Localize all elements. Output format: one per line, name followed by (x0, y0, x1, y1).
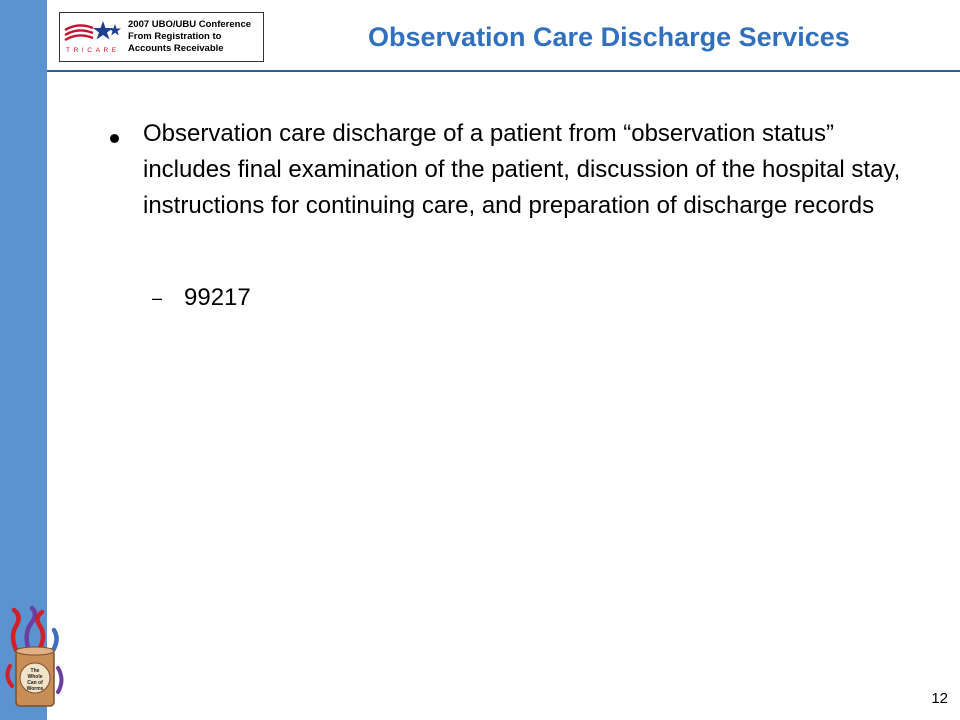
conference-line: 2007 UBO/UBU Conference (128, 19, 252, 30)
svg-text:Worms: Worms (26, 686, 44, 692)
sub-bullet-code: 99217 (184, 284, 251, 311)
svg-text:Whole: Whole (27, 674, 43, 680)
bullet-dot (110, 134, 119, 143)
tricare-emblem-icon (63, 18, 125, 56)
page-number: 12 (931, 690, 948, 707)
conference-line: Accounts Receivable (128, 43, 224, 54)
conference-logo (59, 12, 264, 62)
conference-line: From Registration to (128, 31, 222, 42)
conference-label (128, 19, 251, 55)
tricare-wordmark: TRICARE (66, 47, 120, 54)
bullet-text: Observation care discharge of a patient from “observation status” includes final examination of the patient, discussion of the hospital stay, instructions for continuing care, and preparation of discharge records (143, 120, 901, 219)
header-divider (47, 70, 960, 72)
sub-bullet-dash: – (152, 288, 163, 308)
svg-text:Can of: Can of (27, 680, 43, 686)
can-of-worms-icon (4, 606, 66, 710)
svg-text:The: The (30, 668, 40, 674)
slide-title: Observation Care Discharge Services (368, 22, 850, 52)
